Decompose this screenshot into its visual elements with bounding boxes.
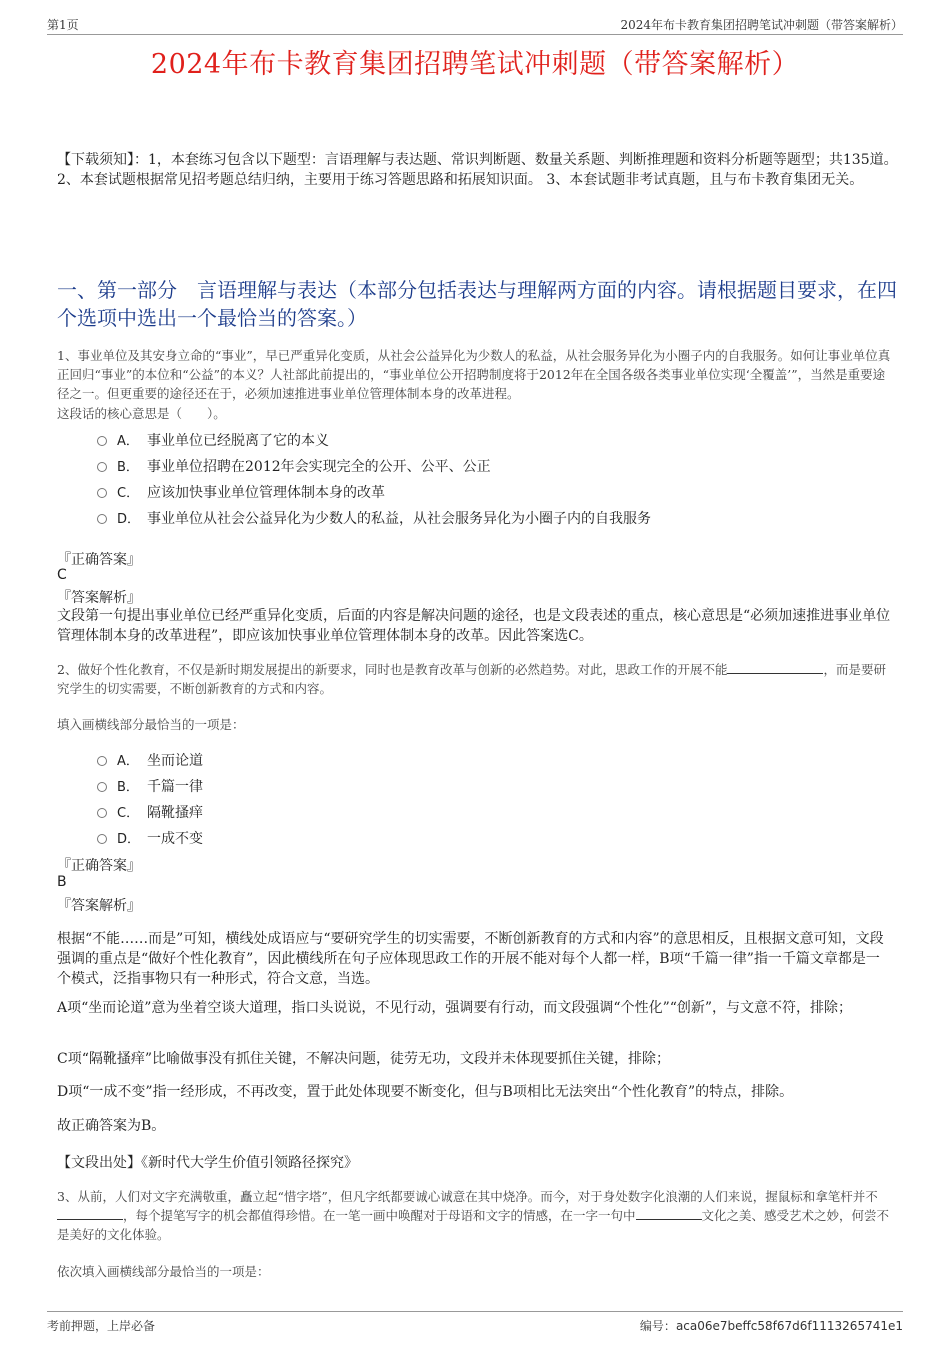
download-notice: 【下载须知】：1，本套练习包含以下题型：言语理解与表达题、常识判断题、数量关系题、判断推理题和资料分析题等题型；共135道。 2、本套试题根据常见招考题总结归纳，主要用于练习答题思路和拓展知识面。 3、本套试题非考试真题，且与布卡教育集团无关。 (57, 152, 898, 188)
q2-answer: B (57, 874, 67, 890)
q1-option-a[interactable]: A． 事业单位已经脱离了它的本义 (97, 430, 329, 450)
question-3-ask: 依次填入画横线部分最恰当的一项是： (57, 1264, 270, 1279)
q2-analysis-p3: C项“隔靴搔痒”比喻做事没有抓住关键，不解决问题，徒劳无功，文段并未体现要抓住关键，排除； (57, 1051, 671, 1067)
radio-icon[interactable] (97, 436, 107, 446)
q1-answer: C (57, 567, 67, 583)
q2-analysis-p1: 根据“不能……而是”可知，横线处成语应与“要研究学生的切实需要，不断创新教育的方式和内容”的意思相反，且根据文意可知，文段强调的重点是“做好个性化教育”，因此横线所在句子应体现思政工作的开展不能对每个人都一样，B项“千篇一律”指一千篇文章都是一个模式，泛指事物只有一种形式，符合文意，当选。 (57, 931, 884, 987)
q2-option-d[interactable]: D． 一成不变 (97, 828, 203, 848)
radio-icon[interactable] (97, 782, 107, 792)
question-1-ask: 这段话的核心意思是（ ）。 (57, 406, 226, 421)
q1-option-c[interactable]: C． 应该加快事业单位管理体制本身的改革 (97, 482, 385, 502)
page-footer (47, 1311, 903, 1336)
q2-source: 【文段出处】《新时代大学生价值引领路径探究》 (57, 1155, 358, 1171)
q2-analysis-p2: A项“坐而论道”意为坐着空谈大道理，指口头说说，不见行动，强调要有行动，而文段强调“个性化”“创新”，与文意不符，排除； (57, 1000, 853, 1016)
radio-icon[interactable] (97, 834, 107, 844)
header-doc-title: 2024年布卡教育集团招聘笔试冲刺题（带答案解析） (620, 18, 903, 32)
q2-option-c[interactable]: C． 隔靴搔痒 (97, 802, 203, 822)
page-number: 第1页 (47, 18, 79, 32)
question-2-stem: 2、做好个性化教育，不仅是新时期发展提出的新要求，同时也是教育改革与创新的必然趋势。对此，思政工作的开展不能 ，而是要研究学生的切实需要，不断创新教育的方式和内容。 (57, 662, 886, 696)
page-title: 2024年布卡教育集团招聘笔试冲刺题（带答案解析） (150, 49, 800, 80)
fill-blank (636, 1207, 702, 1220)
radio-icon[interactable] (97, 514, 107, 524)
q2-option-a[interactable]: A． 坐而论道 (97, 750, 203, 770)
page-header (47, 14, 903, 35)
section-heading: 一、第一部分 言语理解与表达（本部分包括表达与理解两方面的内容。请根据题目要求，在四个选项中选出一个最恰当的答案。） (57, 278, 897, 330)
q1-option-b[interactable]: B． 事业单位招聘在2012年会实现完全的公开、公平、公正 (97, 456, 491, 476)
radio-icon[interactable] (97, 808, 107, 818)
radio-icon[interactable] (97, 462, 107, 472)
q2-analysis-p4: D项“一成不变”指一经形成，不再改变，置于此处体现要不断变化，但与B项相比无法突出“个性化教育”的特点，排除。 (57, 1084, 794, 1100)
question-1-stem: 1、事业单位及其安身立命的“事业”，早已严重异化变质，从社会公益异化为少数人的私益，从社会服务异化为小圈子内的自我服务。如何让事业单位真正回归“事业”的本位和“公益”的本义？人社部此前提出的，“事业单位公开招聘制度将于2012年在全国各级各类事业单位实现‘全覆盖’”，当然是重要途径之一。但更重要的途径还在于，必须加速推进事业单位管理体制本身的改革进程。 (57, 348, 891, 401)
footer-slogan: 考前押题，上岸必备 (47, 1319, 156, 1333)
q1-analysis-label: 『答案解析』 (57, 590, 141, 606)
fill-blank (57, 1207, 123, 1220)
q2-analysis-label: 『答案解析』 (57, 898, 141, 914)
q2-option-b[interactable]: B． 千篇一律 (97, 776, 203, 796)
q1-correct-label: 『正确答案』 (57, 552, 141, 568)
question-3-stem: 3、从前，人们对文字充满敬重，矗立起“惜字塔”，但凡字纸都要诚心诚意在其中烧净。而今，对于身处数字化浪潮的人们来说，握鼠标和拿笔杆并不，每个提笔写字的机会都值得珍惜。在一笔一画中唤醒对于母语和文字的情感，在一字一句中 文化之美、感受艺术之妙，何尝不是美好的文化体验。 (57, 1189, 890, 1242)
q2-correct-label: 『正确答案』 (57, 858, 141, 874)
q2-analysis-p5: 故正确答案为B。 (57, 1118, 166, 1134)
radio-icon[interactable] (97, 488, 107, 498)
q1-analysis: 文段第一句提出事业单位已经严重异化变质，后面的内容是解决问题的途径，也是文段表述的重点，核心意思是“必须加速推进事业单位管理体制本身的改革进程”，即应该加快事业单位管理体制本身的改革。因此答案选C。 (57, 608, 891, 644)
question-2-ask: 填入画横线部分最恰当的一项是： (57, 717, 245, 732)
footer-code: 编号：aca06e7beffc58f67d6f1113265741e1 (639, 1319, 903, 1333)
q1-option-d[interactable]: D． 事业单位从社会公益异化为少数人的私益，从社会服务异化为小圈子内的自我服务 (97, 508, 651, 528)
radio-icon[interactable] (97, 756, 107, 766)
fill-blank (727, 661, 823, 674)
